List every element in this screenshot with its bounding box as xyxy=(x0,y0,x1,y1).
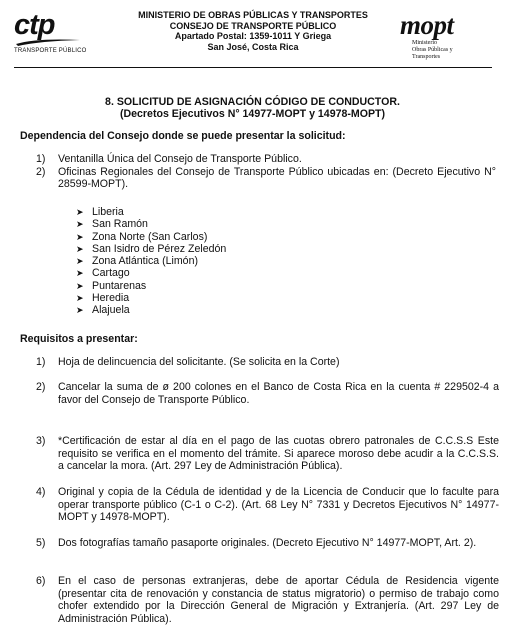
office-name: Puntarenas xyxy=(92,279,147,292)
ctp-swoosh-icon xyxy=(16,38,80,46)
office-item xyxy=(76,243,226,255)
list-item-text: *Certificación de estar al día en el pago de las cuotas obrero patronales de C.C.S.S Este requisito se verifica en el momento del trámite. Si aparece moroso debe acudir a la C.C.S.S. a cancelar la mora. (Art. 297 Ley de Administración Pública). xyxy=(58,435,499,473)
list-item-text: Original y copia de la Cédula de identidad y de la Licencia de Conducir que lo faculte para operar transporte público (C-1 o C-2). (Art. 68 Ley N° 7331 y Decretos Ejecutivos N° 14977-MOPT y 14978-MOPT). xyxy=(58,486,499,524)
office-item xyxy=(76,206,226,218)
dependencia-heading: Dependencia del Consejo donde se puede presentar la solicitud: xyxy=(20,130,346,142)
arrow-bullet-icon: ➤ xyxy=(76,219,84,230)
requisito-item-2 xyxy=(36,381,499,406)
office-name: San Ramón xyxy=(92,218,148,231)
arrow-bullet-icon: ➤ xyxy=(76,280,84,291)
list-item-number: 3) xyxy=(36,435,46,447)
arrow-bullet-icon: ➤ xyxy=(76,231,84,242)
office-name: Zona Norte (San Carlos) xyxy=(92,230,208,243)
requisito-item-1 xyxy=(36,356,499,369)
list-item xyxy=(36,153,496,166)
list-item-text: Oficinas Regionales del Consejo de Transporte Público ubicadas en: (Decreto Ejecutivo N° 28599-MOPT). xyxy=(58,165,496,191)
arrow-bullet-icon: ➤ xyxy=(76,207,84,217)
ctp-logo-subtitle: TRANSPORTE PÚBLICO xyxy=(14,48,87,54)
ctp-logo-text: ctp xyxy=(14,9,55,41)
list-item-number: 1) xyxy=(36,153,46,165)
mopt-subtitle-line: Ministerio xyxy=(412,40,437,46)
title-line: 8. SOLICITUD DE ASIGNACIÓN CÓDIGO DE CONDUCTOR. xyxy=(105,96,400,108)
list-item-number: 2) xyxy=(36,165,46,178)
office-name: San Isidro de Pérez Zeledón xyxy=(92,242,227,255)
arrow-bullet-icon: ➤ xyxy=(76,243,84,254)
title-subline: (Decretos Ejecutivos N° 14977-MOPT y 14978-MOPT) xyxy=(119,108,386,120)
dependencia-list xyxy=(36,153,496,191)
office-name: Alajuela xyxy=(92,304,130,317)
arrow-bullet-icon: ➤ xyxy=(76,256,84,267)
list-item-number: 2) xyxy=(36,381,46,393)
list-item-number: 1) xyxy=(36,356,46,368)
mopt-subtitle-line: Obras Públicas y xyxy=(412,47,453,53)
requisito-item-4 xyxy=(36,486,499,524)
office-name: Liberia xyxy=(92,206,124,218)
mopt-logo xyxy=(398,8,490,66)
list-item-text: Cancelar la suma de ø 200 colones en el Banco de Costa Rica en la cuenta # 229502-4 a favor del Consejo de Transporte Público. xyxy=(58,381,499,406)
office-name: Heredia xyxy=(92,292,130,305)
list-item-text: En el caso de personas extranjeras, debe de aportar Cédula de Residencia vigente (presentar cita de renovación y constancia de status migratorio) o permiso de trabajo como chofer extendido por la Dirección General de Migración y Extranjería. (Art. 297 Ley de Administración Pública). xyxy=(58,575,499,625)
list-item-text: Dos fotografías tamaño pasaporte originales. (Decreto Ejecutivo N° 14977-MOPT, Art. 2). xyxy=(58,537,477,549)
list-item-number: 6) xyxy=(36,575,46,587)
ctp-logo xyxy=(14,8,104,60)
office-item xyxy=(76,231,226,243)
requisito-item-5 xyxy=(36,537,499,550)
header-council: CONSEJO DE TRANSPORTE PÚBLICO xyxy=(169,20,337,31)
office-name: Cartago xyxy=(92,267,130,280)
header-divider xyxy=(14,67,492,68)
office-item xyxy=(76,267,226,279)
mopt-subtitle-line: Transportes xyxy=(412,54,441,60)
office-item xyxy=(76,255,226,267)
list-item-text: Ventanilla Única del Consejo de Transporte Público. xyxy=(58,153,302,165)
arrow-bullet-icon: ➤ xyxy=(76,293,84,304)
list-item-number: 5) xyxy=(36,537,46,549)
office-item xyxy=(76,218,226,230)
mopt-logo-text: mopt xyxy=(400,10,454,40)
office-item xyxy=(76,292,226,304)
document-title xyxy=(40,96,465,120)
header-ministry: MINISTERIO DE OBRAS PÚBLICAS Y TRANSPORTES xyxy=(138,10,368,20)
office-item xyxy=(76,280,226,292)
header-postal: Apartado Postal: 1359-1011 Y Griega xyxy=(174,31,332,41)
arrow-bullet-icon: ➤ xyxy=(76,268,84,279)
list-item xyxy=(36,166,496,191)
office-name: Zona Atlántica (Limón) xyxy=(92,255,198,268)
arrow-bullet-icon: ➤ xyxy=(76,305,84,316)
regional-offices-list xyxy=(76,206,226,317)
header-address-block xyxy=(110,10,396,52)
list-item-number: 4) xyxy=(36,486,46,498)
mopt-logo-subtitle xyxy=(412,40,453,61)
requisito-item-6 xyxy=(36,575,499,625)
requisitos-heading: Requisitos a presentar: xyxy=(20,333,138,345)
list-item-text: Hoja de delincuencia del solicitante. (Se solicita en la Corte) xyxy=(58,356,340,368)
requisito-item-3 xyxy=(36,435,499,473)
header-city: San José, Costa Rica xyxy=(207,41,299,52)
office-item xyxy=(76,304,226,316)
